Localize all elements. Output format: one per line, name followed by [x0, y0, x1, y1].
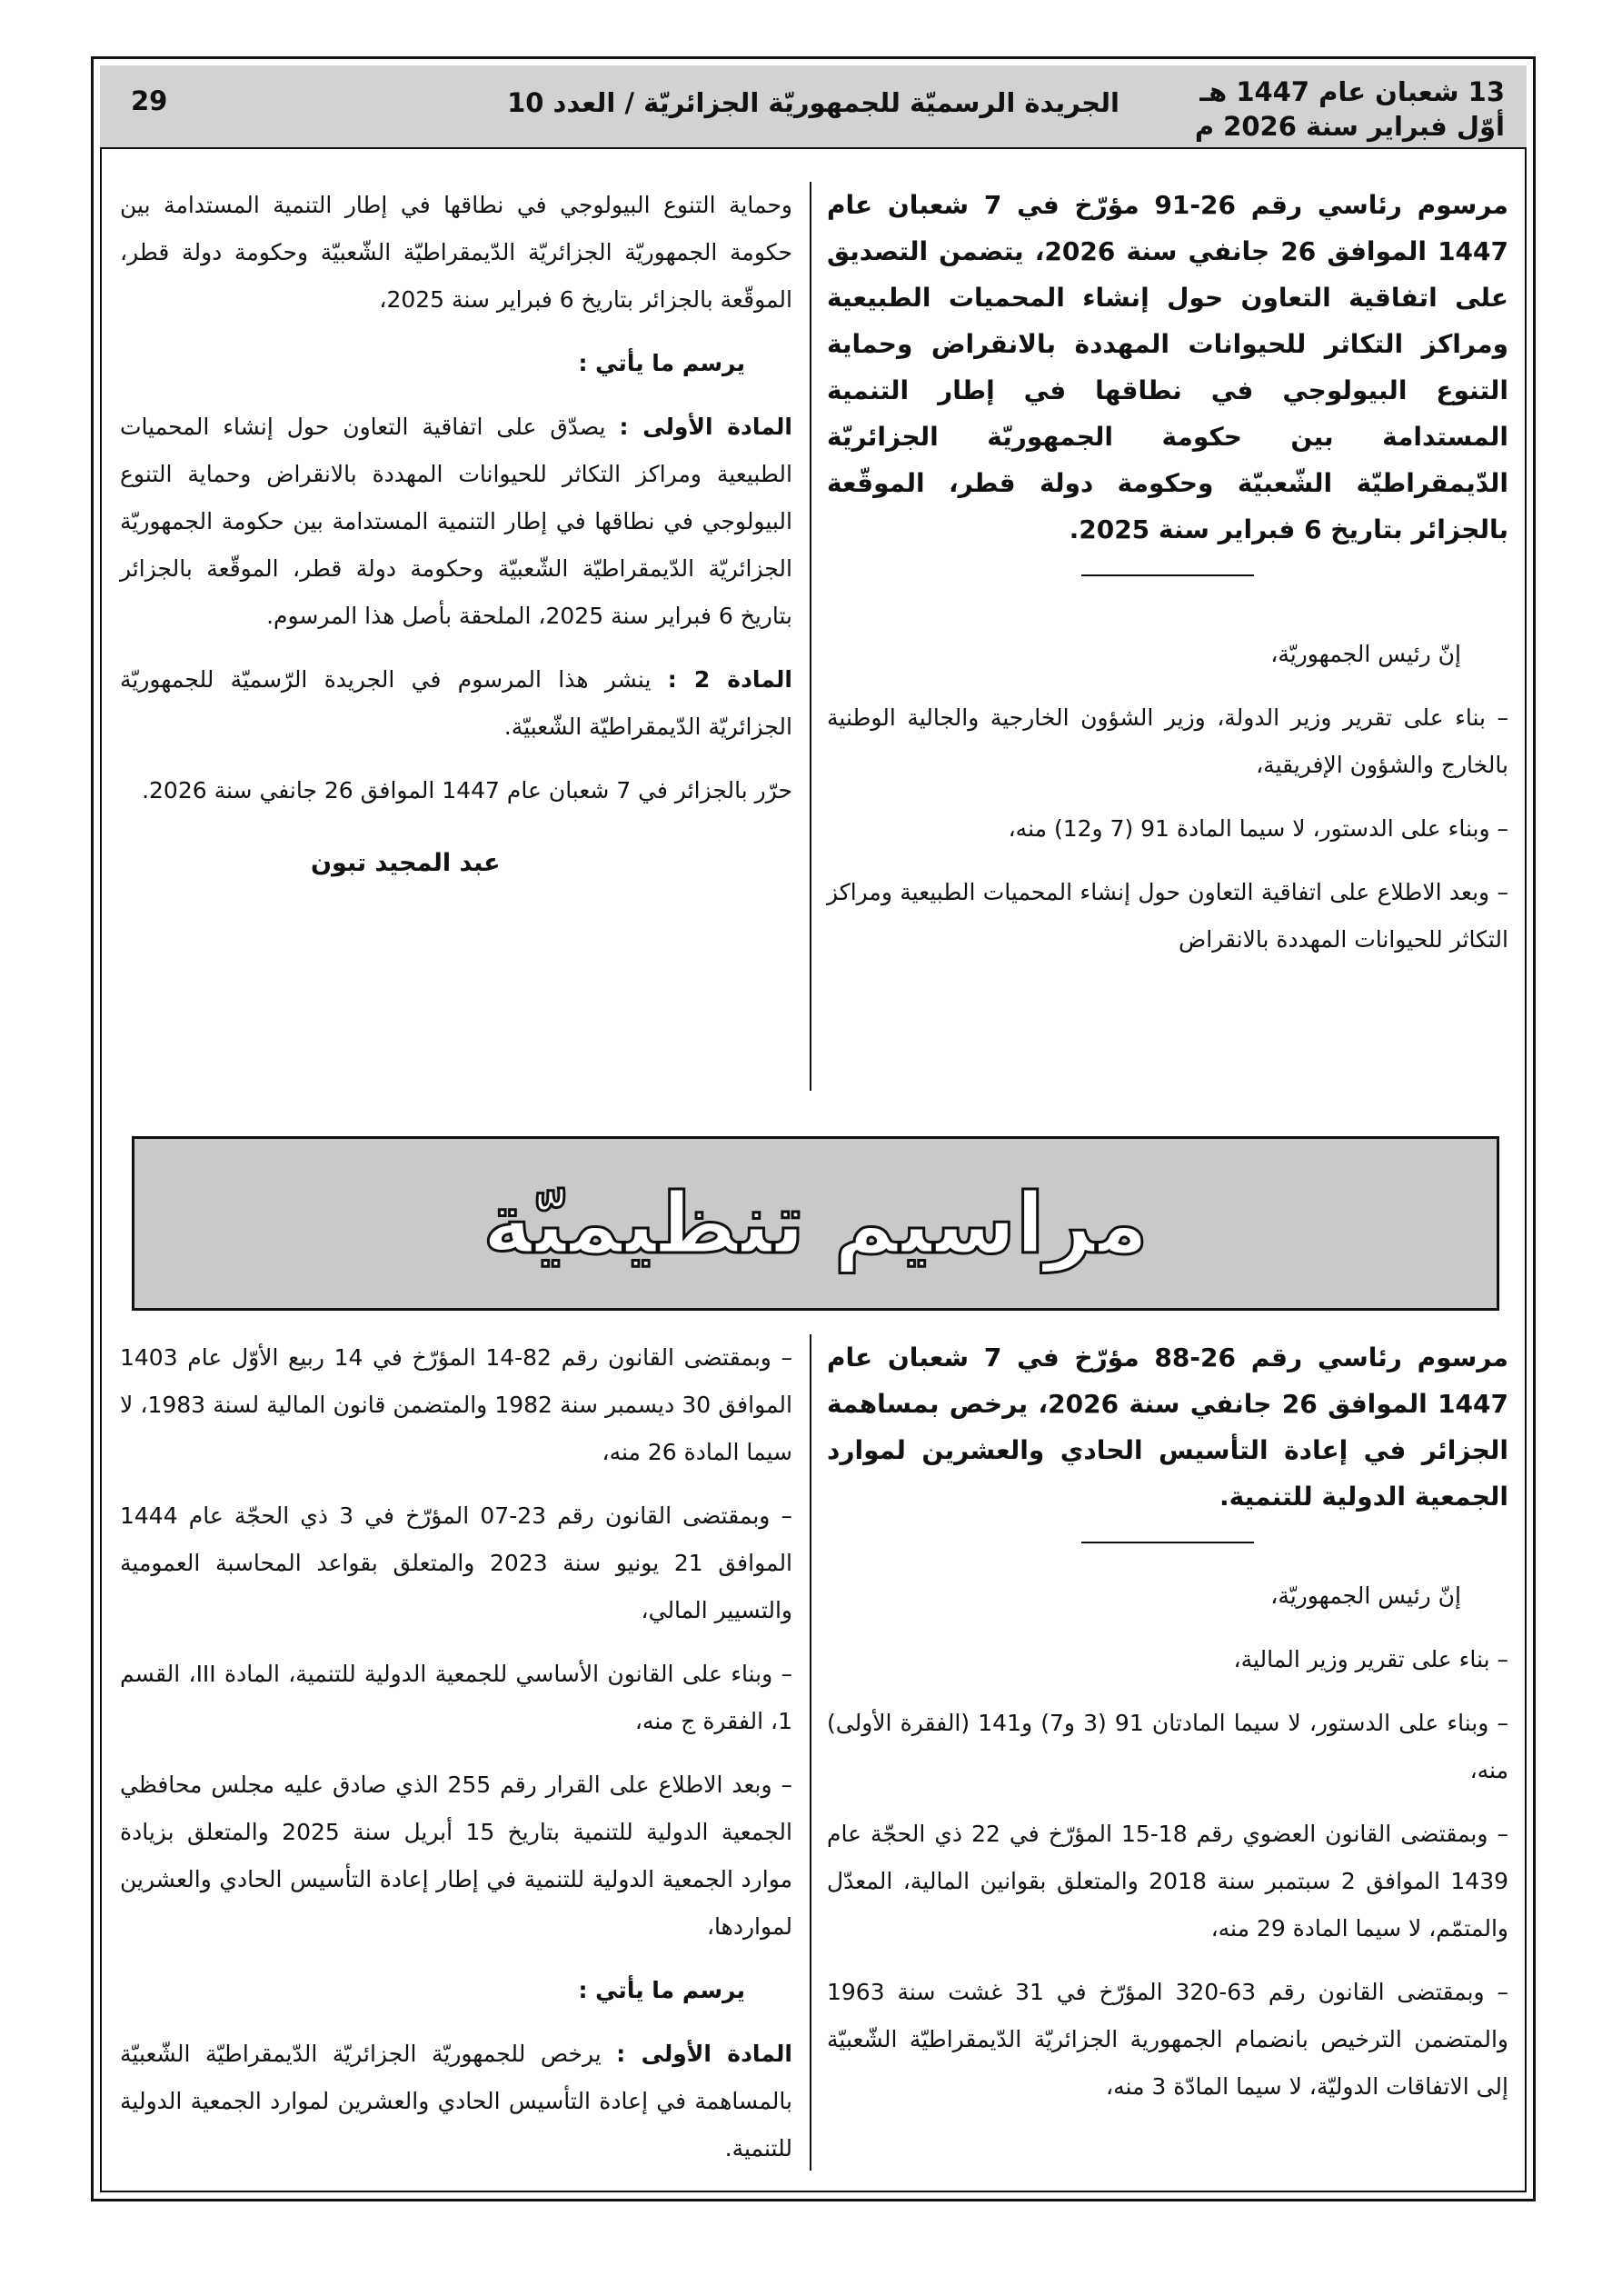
article-1-label: المادة الأولى : [616, 2041, 792, 2067]
decree-88-visa-3: – وبمقتضى القانون العضوي رقم 18-15 المؤرّخ في 22 ذي الحجّة عام 1439 الموافق 2 سبتمبر سنة 2018 والمتعلق بقوانين المالية، المعدّل والمتمّم، لا سيما المادة 29 منه، [827, 1821, 1509, 1942]
decree-91-article-2 [120, 656, 792, 751]
decree-88-visa-4: – وبمقتضى القانون رقم 63-320 المؤرّخ في 31 غشت سنة 1963 والمتضمن الترخيص بانضمام الجمهورية الجزائريّة الدّيمقراطيّة الشّعبيّة إلى الاتفاقات الدوليّة، لا سيما المادّة 3 منه، [827, 1979, 1508, 2100]
header-date-gregorian: أوّل فبراير سنة 2026 م [1194, 111, 1505, 142]
decree-91-column-left [120, 182, 792, 1091]
title-separator [1081, 574, 1254, 576]
decree-91-visa-3: – وبعد الاطلاع على اتفاقية التعاون حول إنشاء المحميات الطبيعية ومراكز التكاثر للحيوانات المهددة بالانقراض [827, 879, 1508, 953]
decree-88-article-1 [120, 2031, 792, 2172]
decree-88-visa-7: – وبناء على القانون الأساسي للجمعية الدولية للتنمية، المادة III، القسم 1، الفقرة ج منه، [120, 1661, 792, 1734]
decree-88-visa-1: – بناء على تقرير وزير المالية، [1233, 1646, 1508, 1672]
decree-91-article-1 [120, 404, 792, 640]
decree-88-column-left [120, 1334, 792, 2171]
decree-91-president: إنّ رئيس الجمهوريّة، [1270, 641, 1461, 667]
decree-88-president: إنّ رئيس الجمهوريّة، [1270, 1582, 1461, 1609]
title-separator [1081, 1542, 1254, 1543]
article-2-label: المادة 2 : [667, 666, 792, 693]
signature: عبد المجيد تبون [311, 849, 501, 877]
column-divider-bottom [810, 1334, 811, 2171]
header-title: الجريدة الرسميّة للجمهوريّة الجزائريّة / العدد 10 [507, 87, 1119, 118]
section-banner [132, 1136, 1499, 1311]
decree-91-visa-2: – وبناء على الدستور، لا سيما المادة 91 (7 و12) منه، [1008, 815, 1508, 842]
header-date-hijri: 13 شعبان عام 1447 هـ [1199, 76, 1505, 107]
article-1-text: يصدّق على اتفاقية التعاون حول إنشاء المحميات الطبيعية ومراكز التكاثر للحيوانات المهددة بالانقراض وحماية التنوع البيولوجي في نطاقها في إطار التنمية المستدامة بين حكومة الجمهوريّة الجزائريّة الدّيمقراطيّة الشّعبيّة وحكومة دولة قطر، الموقّعة بالجزائر بتاريخ 6 فبراير سنة 2025، الملحقة بأصل هذا المرسوم. [120, 414, 792, 629]
decree-91-title: مرسوم رئاسي رقم 26-91 مؤرّخ في 7 شعبان عام 1447 الموافق 26 جانفي سنة 2026، يتضمن التصديق على اتفاقية التعاون حول إنشاء المحميات الطبيعية ومراكز التكاثر للحيوانات المهددة بالانقراض وحماية التنوع البيولوجي في نطاقها في إطار التنمية المستدامة بين حكومة الجمهوريّة الجزائريّة الدّيمقراطيّة الشّعبيّة وحكومة دولة قطر، الموقّعة بالجزائر بتاريخ 6 فبراير سنة 2025. [827, 190, 1509, 544]
section-banner-title: مراسيم تنظيميّة [483, 1174, 1149, 1273]
article-1-label: المادة الأولى : [619, 414, 792, 440]
column-divider-top [810, 182, 811, 1091]
decree-88-title: مرسوم رئاسي رقم 26-88 مؤرّخ في 7 شعبان عام 1447 الموافق 26 جانفي سنة 2026، يرخص بمساهمة الجزائر في إعادة التأسيس الحادي والعشرين لموارد الجمعية الدولية للتنمية. [827, 1343, 1509, 1512]
decree-88-decrees: يرسم ما يأتي : [578, 1977, 745, 2003]
decree-91-column-right [827, 182, 1508, 1091]
article-2-text: ينشر هذا المرسوم في الجريدة الرّسميّة للجمهوريّة الجزائريّة الدّيمقراطيّة الشّعبيّة. [120, 666, 792, 740]
decree-88-visa-5: – وبمقتضى القانون رقم 82-14 المؤرّخ في 14 ربيع الأوّل عام 1403 الموافق 30 ديسمبر سنة 1982 والمتضمن قانون المالية لسنة 1983، لا سيما المادة 26 منه، [120, 1344, 793, 1465]
decree-88-visa-8: – وبعد الاطلاع على القرار رقم 255 الذي صادق عليه مجلس محافظي الجمعية الدولية للتنمية بتاريخ 15 أبريل سنة 2025 والمتعلق بزيادة موارد الجمعية الدولية للتنمية في إطار إعادة التأسيس الحادي والعشرين لمواردها، [120, 1772, 793, 1940]
decree-91-visa-1: – بناء على تقرير وزير الدولة، وزير الشؤون الخارجية والجالية الوطنية بالخارج والشؤون الإفريقية، [827, 704, 1508, 778]
page-number: 29 [131, 85, 168, 116]
page-header [100, 65, 1527, 149]
decree-88-visa-6: – وبمقتضى القانون رقم 23-07 المؤرّخ في 3 ذي الحجّة عام 1444 الموافق 21 يونيو سنة 2023 والمتعلق بقواعد المحاسبة العمومية والتسيير المالي، [120, 1502, 793, 1623]
decree-88-column-right [827, 1334, 1508, 2171]
decree-91-done-at: حرّر بالجزائر في 7 شعبان عام 1447 الموافق 26 جانفي سنة 2026. [142, 777, 792, 804]
decree-91-decrees: يرسم ما يأتي : [578, 350, 745, 376]
decree-91-visa-3-continued: وحماية التنوع البيولوجي في نطاقها في إطار التنمية المستدامة بين حكومة الجمهوريّة الجزائريّة الدّيمقراطيّة الشّعبيّة وحكومة دولة قطر، الموقّعة بالجزائر بتاريخ 6 فبراير سنة 2025، [120, 192, 792, 313]
decree-88-visa-2: – وبناء على الدستور، لا سيما المادتان 91 (3 و7) و141 (الفقرة الأولى) منه، [827, 1710, 1508, 1783]
article-1-text: يرخص للجمهوريّة الجزائريّة الدّيمقراطيّة الشّعبيّة بالمساهمة في إعادة التأسيس الحادي والعشرين لموارد الجمعية الدولية للتنمية. [120, 2041, 792, 2161]
